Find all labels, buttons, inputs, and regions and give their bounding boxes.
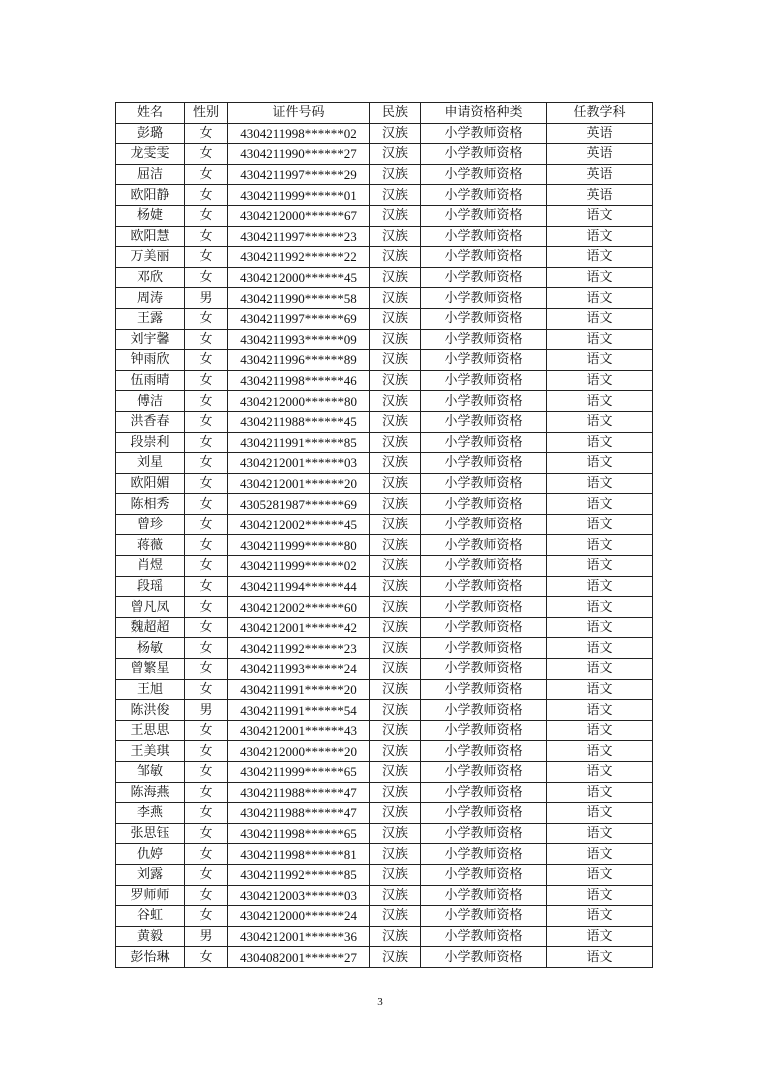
id-number-cell: 4304211998******02 bbox=[228, 123, 370, 144]
table-row bbox=[116, 514, 653, 535]
ethnicity-cell: 汉族 bbox=[370, 535, 421, 556]
subject-cell: 语文 bbox=[547, 514, 653, 535]
ethnicity-cell: 汉族 bbox=[370, 864, 421, 885]
id-number-cell: 4305281987******69 bbox=[228, 494, 370, 515]
qualification-cell: 小学教师资格 bbox=[421, 185, 547, 206]
table-row bbox=[116, 473, 653, 494]
id-number-cell: 4304082001******27 bbox=[228, 947, 370, 968]
name-cell: 陈洪俊 bbox=[116, 700, 185, 721]
qualification-cell: 小学教师资格 bbox=[421, 720, 547, 741]
qualification-cell: 小学教师资格 bbox=[421, 391, 547, 412]
id-number-cell: 4304211991******54 bbox=[228, 700, 370, 721]
name-cell: 刘露 bbox=[116, 864, 185, 885]
qualification-cell: 小学教师资格 bbox=[421, 411, 547, 432]
gender-cell: 女 bbox=[185, 638, 228, 659]
gender-cell: 女 bbox=[185, 494, 228, 515]
qualification-cell: 小学教师资格 bbox=[421, 494, 547, 515]
ethnicity-cell: 汉族 bbox=[370, 247, 421, 268]
gender-cell: 女 bbox=[185, 432, 228, 453]
ethnicity-cell: 汉族 bbox=[370, 700, 421, 721]
subject-cell: 英语 bbox=[547, 123, 653, 144]
id-number-cell: 4304211999******65 bbox=[228, 762, 370, 783]
ethnicity-cell: 汉族 bbox=[370, 514, 421, 535]
table-row bbox=[116, 576, 653, 597]
name-cell: 曾珍 bbox=[116, 514, 185, 535]
subject-cell: 英语 bbox=[547, 185, 653, 206]
ethnicity-cell: 汉族 bbox=[370, 803, 421, 824]
ethnicity-cell: 汉族 bbox=[370, 164, 421, 185]
gender-cell: 女 bbox=[185, 535, 228, 556]
qualification-cell: 小学教师资格 bbox=[421, 864, 547, 885]
table-row bbox=[116, 432, 653, 453]
id-number-cell: 4304212000******24 bbox=[228, 906, 370, 927]
table-row bbox=[116, 762, 653, 783]
qualification-cell: 小学教师资格 bbox=[421, 453, 547, 474]
qualification-cell: 小学教师资格 bbox=[421, 803, 547, 824]
table-row bbox=[116, 741, 653, 762]
gender-cell: 男 bbox=[185, 288, 228, 309]
id-number-cell: 4304211988******47 bbox=[228, 782, 370, 803]
table-row bbox=[116, 411, 653, 432]
qualification-cell: 小学教师资格 bbox=[421, 144, 547, 165]
id-number-cell: 4304211997******29 bbox=[228, 164, 370, 185]
subject-cell: 语文 bbox=[547, 453, 653, 474]
ethnicity-cell: 汉族 bbox=[370, 741, 421, 762]
name-cell: 周涛 bbox=[116, 288, 185, 309]
header-id-number: 证件号码 bbox=[228, 103, 370, 124]
gender-cell: 女 bbox=[185, 864, 228, 885]
gender-cell: 女 bbox=[185, 720, 228, 741]
table-row bbox=[116, 720, 653, 741]
id-number-cell: 4304211999******02 bbox=[228, 556, 370, 577]
subject-cell: 语文 bbox=[547, 700, 653, 721]
qualification-cell: 小学教师资格 bbox=[421, 823, 547, 844]
id-number-cell: 4304211999******01 bbox=[228, 185, 370, 206]
table-row bbox=[116, 288, 653, 309]
name-cell: 罗师师 bbox=[116, 885, 185, 906]
name-cell: 彭璐 bbox=[116, 123, 185, 144]
subject-cell: 语文 bbox=[547, 885, 653, 906]
table-row bbox=[116, 782, 653, 803]
table-row bbox=[116, 823, 653, 844]
gender-cell: 女 bbox=[185, 947, 228, 968]
id-number-cell: 4304212001******43 bbox=[228, 720, 370, 741]
name-cell: 曾繁星 bbox=[116, 659, 185, 680]
table-row bbox=[116, 329, 653, 350]
subject-cell: 语文 bbox=[547, 308, 653, 329]
subject-cell: 语文 bbox=[547, 288, 653, 309]
qualification-cell: 小学教师资格 bbox=[421, 700, 547, 721]
table-row bbox=[116, 535, 653, 556]
name-cell: 王露 bbox=[116, 308, 185, 329]
ethnicity-cell: 汉族 bbox=[370, 226, 421, 247]
ethnicity-cell: 汉族 bbox=[370, 576, 421, 597]
qualification-cell: 小学教师资格 bbox=[421, 473, 547, 494]
id-number-cell: 4304211994******44 bbox=[228, 576, 370, 597]
name-cell: 李燕 bbox=[116, 803, 185, 824]
gender-cell: 女 bbox=[185, 576, 228, 597]
name-cell: 曾凡凤 bbox=[116, 597, 185, 618]
gender-cell: 女 bbox=[185, 556, 228, 577]
name-cell: 钟雨欣 bbox=[116, 350, 185, 371]
qualification-cell: 小学教师资格 bbox=[421, 782, 547, 803]
qualification-cell: 小学教师资格 bbox=[421, 597, 547, 618]
qualification-cell: 小学教师资格 bbox=[421, 514, 547, 535]
qualification-cell: 小学教师资格 bbox=[421, 308, 547, 329]
id-number-cell: 4304211998******81 bbox=[228, 844, 370, 865]
table-row bbox=[116, 308, 653, 329]
gender-cell: 女 bbox=[185, 473, 228, 494]
subject-cell: 语文 bbox=[547, 762, 653, 783]
id-number-cell: 4304211992******85 bbox=[228, 864, 370, 885]
name-cell: 杨敏 bbox=[116, 638, 185, 659]
ethnicity-cell: 汉族 bbox=[370, 947, 421, 968]
name-cell: 魏超超 bbox=[116, 617, 185, 638]
qualification-cell: 小学教师资格 bbox=[421, 370, 547, 391]
name-cell: 刘宇馨 bbox=[116, 329, 185, 350]
table-row bbox=[116, 597, 653, 618]
ethnicity-cell: 汉族 bbox=[370, 782, 421, 803]
ethnicity-cell: 汉族 bbox=[370, 679, 421, 700]
gender-cell: 女 bbox=[185, 844, 228, 865]
subject-cell: 语文 bbox=[547, 411, 653, 432]
table-row bbox=[116, 370, 653, 391]
ethnicity-cell: 汉族 bbox=[370, 823, 421, 844]
gender-cell: 女 bbox=[185, 762, 228, 783]
ethnicity-cell: 汉族 bbox=[370, 844, 421, 865]
ethnicity-cell: 汉族 bbox=[370, 720, 421, 741]
qualification-cell: 小学教师资格 bbox=[421, 659, 547, 680]
gender-cell: 女 bbox=[185, 226, 228, 247]
subject-cell: 语文 bbox=[547, 906, 653, 927]
gender-cell: 女 bbox=[185, 597, 228, 618]
qualification-cell: 小学教师资格 bbox=[421, 123, 547, 144]
name-cell: 仇婷 bbox=[116, 844, 185, 865]
subject-cell: 语文 bbox=[547, 432, 653, 453]
id-number-cell: 4304211996******89 bbox=[228, 350, 370, 371]
ethnicity-cell: 汉族 bbox=[370, 350, 421, 371]
header-qualification-type: 申请资格种类 bbox=[421, 103, 547, 124]
name-cell: 谷虹 bbox=[116, 906, 185, 927]
id-number-cell: 4304212002******60 bbox=[228, 597, 370, 618]
id-number-cell: 4304211993******09 bbox=[228, 329, 370, 350]
id-number-cell: 4304211997******23 bbox=[228, 226, 370, 247]
table-row bbox=[116, 926, 653, 947]
ethnicity-cell: 汉族 bbox=[370, 370, 421, 391]
table-row bbox=[116, 205, 653, 226]
id-number-cell: 4304212000******45 bbox=[228, 267, 370, 288]
ethnicity-cell: 汉族 bbox=[370, 185, 421, 206]
ethnicity-cell: 汉族 bbox=[370, 906, 421, 927]
subject-cell: 语文 bbox=[547, 205, 653, 226]
name-cell: 彭怡琳 bbox=[116, 947, 185, 968]
ethnicity-cell: 汉族 bbox=[370, 432, 421, 453]
subject-cell: 语文 bbox=[547, 494, 653, 515]
gender-cell: 女 bbox=[185, 391, 228, 412]
id-number-cell: 4304211998******46 bbox=[228, 370, 370, 391]
id-number-cell: 4304211993******24 bbox=[228, 659, 370, 680]
qualification-cell: 小学教师资格 bbox=[421, 164, 547, 185]
gender-cell: 女 bbox=[185, 350, 228, 371]
ethnicity-cell: 汉族 bbox=[370, 267, 421, 288]
gender-cell: 女 bbox=[185, 123, 228, 144]
name-cell: 欧阳媚 bbox=[116, 473, 185, 494]
table-row bbox=[116, 864, 653, 885]
qualification-cell: 小学教师资格 bbox=[421, 844, 547, 865]
table-row bbox=[116, 638, 653, 659]
table-row bbox=[116, 906, 653, 927]
gender-cell: 女 bbox=[185, 659, 228, 680]
subject-cell: 语文 bbox=[547, 329, 653, 350]
qualification-cell: 小学教师资格 bbox=[421, 432, 547, 453]
name-cell: 张思钰 bbox=[116, 823, 185, 844]
header-row bbox=[116, 103, 653, 124]
id-number-cell: 4304212000******80 bbox=[228, 391, 370, 412]
table-body bbox=[116, 123, 653, 967]
gender-cell: 女 bbox=[185, 185, 228, 206]
ethnicity-cell: 汉族 bbox=[370, 659, 421, 680]
name-cell: 洪香春 bbox=[116, 411, 185, 432]
gender-cell: 女 bbox=[185, 885, 228, 906]
qualification-cell: 小学教师资格 bbox=[421, 350, 547, 371]
name-cell: 陈相秀 bbox=[116, 494, 185, 515]
subject-cell: 语文 bbox=[547, 267, 653, 288]
subject-cell: 英语 bbox=[547, 164, 653, 185]
header-name: 姓名 bbox=[116, 103, 185, 124]
name-cell: 龙雯雯 bbox=[116, 144, 185, 165]
ethnicity-cell: 汉族 bbox=[370, 473, 421, 494]
table-row bbox=[116, 391, 653, 412]
subject-cell: 语文 bbox=[547, 659, 653, 680]
table-row bbox=[116, 247, 653, 268]
qualification-cell: 小学教师资格 bbox=[421, 762, 547, 783]
id-number-cell: 4304211999******80 bbox=[228, 535, 370, 556]
id-number-cell: 4304211990******58 bbox=[228, 288, 370, 309]
table-row bbox=[116, 144, 653, 165]
subject-cell: 语文 bbox=[547, 370, 653, 391]
table-row bbox=[116, 803, 653, 824]
id-number-cell: 4304211991******85 bbox=[228, 432, 370, 453]
table-row bbox=[116, 700, 653, 721]
qualification-cell: 小学教师资格 bbox=[421, 947, 547, 968]
qualification-cell: 小学教师资格 bbox=[421, 288, 547, 309]
subject-cell: 语文 bbox=[547, 226, 653, 247]
id-number-cell: 4304212000******67 bbox=[228, 205, 370, 226]
name-cell: 杨婕 bbox=[116, 205, 185, 226]
gender-cell: 女 bbox=[185, 823, 228, 844]
ethnicity-cell: 汉族 bbox=[370, 638, 421, 659]
ethnicity-cell: 汉族 bbox=[370, 411, 421, 432]
ethnicity-cell: 汉族 bbox=[370, 926, 421, 947]
subject-cell: 语文 bbox=[547, 576, 653, 597]
ethnicity-cell: 汉族 bbox=[370, 144, 421, 165]
qualification-cell: 小学教师资格 bbox=[421, 885, 547, 906]
name-cell: 肖煜 bbox=[116, 556, 185, 577]
table-row bbox=[116, 267, 653, 288]
name-cell: 王旭 bbox=[116, 679, 185, 700]
id-number-cell: 4304211988******47 bbox=[228, 803, 370, 824]
qualification-cell: 小学教师资格 bbox=[421, 617, 547, 638]
table-row bbox=[116, 885, 653, 906]
qualification-cell: 小学教师资格 bbox=[421, 556, 547, 577]
name-cell: 王美琪 bbox=[116, 741, 185, 762]
header-ethnicity: 民族 bbox=[370, 103, 421, 124]
table-row bbox=[116, 556, 653, 577]
name-cell: 傅洁 bbox=[116, 391, 185, 412]
name-cell: 黄毅 bbox=[116, 926, 185, 947]
page-number: 3 bbox=[377, 996, 383, 1008]
gender-cell: 女 bbox=[185, 803, 228, 824]
qualification-cell: 小学教师资格 bbox=[421, 906, 547, 927]
ethnicity-cell: 汉族 bbox=[370, 391, 421, 412]
gender-cell: 女 bbox=[185, 144, 228, 165]
subject-cell: 语文 bbox=[547, 247, 653, 268]
id-number-cell: 4304212001******20 bbox=[228, 473, 370, 494]
qualification-cell: 小学教师资格 bbox=[421, 226, 547, 247]
gender-cell: 女 bbox=[185, 514, 228, 535]
name-cell: 刘星 bbox=[116, 453, 185, 474]
qualification-cell: 小学教师资格 bbox=[421, 576, 547, 597]
name-cell: 段崇利 bbox=[116, 432, 185, 453]
name-cell: 欧阳慧 bbox=[116, 226, 185, 247]
gender-cell: 女 bbox=[185, 370, 228, 391]
subject-cell: 语文 bbox=[547, 638, 653, 659]
name-cell: 王思思 bbox=[116, 720, 185, 741]
gender-cell: 女 bbox=[185, 329, 228, 350]
table-row bbox=[116, 453, 653, 474]
subject-cell: 语文 bbox=[547, 823, 653, 844]
gender-cell: 女 bbox=[185, 906, 228, 927]
id-number-cell: 4304211997******69 bbox=[228, 308, 370, 329]
table-row bbox=[116, 494, 653, 515]
id-number-cell: 4304212002******45 bbox=[228, 514, 370, 535]
id-number-cell: 4304212001******42 bbox=[228, 617, 370, 638]
qualification-cell: 小学教师资格 bbox=[421, 329, 547, 350]
subject-cell: 语文 bbox=[547, 473, 653, 494]
subject-cell: 语文 bbox=[547, 844, 653, 865]
ethnicity-cell: 汉族 bbox=[370, 308, 421, 329]
qualification-cell: 小学教师资格 bbox=[421, 247, 547, 268]
gender-cell: 女 bbox=[185, 679, 228, 700]
ethnicity-cell: 汉族 bbox=[370, 597, 421, 618]
table-row bbox=[116, 659, 653, 680]
subject-cell: 语文 bbox=[547, 350, 653, 371]
id-number-cell: 4304212003******03 bbox=[228, 885, 370, 906]
qualification-cell: 小学教师资格 bbox=[421, 926, 547, 947]
subject-cell: 语文 bbox=[547, 556, 653, 577]
ethnicity-cell: 汉族 bbox=[370, 556, 421, 577]
id-number-cell: 4304212001******36 bbox=[228, 926, 370, 947]
gender-cell: 女 bbox=[185, 205, 228, 226]
table-row bbox=[116, 226, 653, 247]
gender-cell: 女 bbox=[185, 308, 228, 329]
table-row bbox=[116, 164, 653, 185]
gender-cell: 女 bbox=[185, 741, 228, 762]
gender-cell: 女 bbox=[185, 617, 228, 638]
name-cell: 万美丽 bbox=[116, 247, 185, 268]
name-cell: 蒋薇 bbox=[116, 535, 185, 556]
qualification-cell: 小学教师资格 bbox=[421, 638, 547, 659]
name-cell: 屈洁 bbox=[116, 164, 185, 185]
subject-cell: 语文 bbox=[547, 947, 653, 968]
qualification-cell: 小学教师资格 bbox=[421, 205, 547, 226]
ethnicity-cell: 汉族 bbox=[370, 288, 421, 309]
table-row bbox=[116, 185, 653, 206]
gender-cell: 男 bbox=[185, 926, 228, 947]
id-number-cell: 4304212001******03 bbox=[228, 453, 370, 474]
table-row bbox=[116, 617, 653, 638]
id-number-cell: 4304211992******23 bbox=[228, 638, 370, 659]
table-row bbox=[116, 844, 653, 865]
gender-cell: 女 bbox=[185, 267, 228, 288]
id-number-cell: 4304211988******45 bbox=[228, 411, 370, 432]
ethnicity-cell: 汉族 bbox=[370, 123, 421, 144]
subject-cell: 语文 bbox=[547, 535, 653, 556]
name-cell: 陈海燕 bbox=[116, 782, 185, 803]
qualification-cell: 小学教师资格 bbox=[421, 741, 547, 762]
id-number-cell: 4304211990******27 bbox=[228, 144, 370, 165]
subject-cell: 英语 bbox=[547, 144, 653, 165]
header-subject: 任教学科 bbox=[547, 103, 653, 124]
ethnicity-cell: 汉族 bbox=[370, 329, 421, 350]
subject-cell: 语文 bbox=[547, 803, 653, 824]
table-header bbox=[116, 103, 653, 124]
id-number-cell: 4304211992******22 bbox=[228, 247, 370, 268]
qualification-cell: 小学教师资格 bbox=[421, 535, 547, 556]
gender-cell: 女 bbox=[185, 411, 228, 432]
subject-cell: 语文 bbox=[547, 926, 653, 947]
subject-cell: 语文 bbox=[547, 679, 653, 700]
qualification-cell: 小学教师资格 bbox=[421, 679, 547, 700]
ethnicity-cell: 汉族 bbox=[370, 617, 421, 638]
name-cell: 邓欣 bbox=[116, 267, 185, 288]
applicant-table bbox=[115, 102, 653, 968]
subject-cell: 语文 bbox=[547, 391, 653, 412]
table-row bbox=[116, 123, 653, 144]
gender-cell: 女 bbox=[185, 453, 228, 474]
name-cell: 邹敏 bbox=[116, 762, 185, 783]
subject-cell: 语文 bbox=[547, 720, 653, 741]
subject-cell: 语文 bbox=[547, 864, 653, 885]
name-cell: 段瑶 bbox=[116, 576, 185, 597]
table-row bbox=[116, 947, 653, 968]
id-number-cell: 4304211998******65 bbox=[228, 823, 370, 844]
id-number-cell: 4304212000******20 bbox=[228, 741, 370, 762]
subject-cell: 语文 bbox=[547, 597, 653, 618]
id-number-cell: 4304211991******20 bbox=[228, 679, 370, 700]
subject-cell: 语文 bbox=[547, 741, 653, 762]
gender-cell: 女 bbox=[185, 782, 228, 803]
subject-cell: 语文 bbox=[547, 617, 653, 638]
ethnicity-cell: 汉族 bbox=[370, 453, 421, 474]
table-row bbox=[116, 679, 653, 700]
name-cell: 欧阳静 bbox=[116, 185, 185, 206]
table-row bbox=[116, 350, 653, 371]
gender-cell: 男 bbox=[185, 700, 228, 721]
ethnicity-cell: 汉族 bbox=[370, 885, 421, 906]
gender-cell: 女 bbox=[185, 164, 228, 185]
name-cell: 伍雨晴 bbox=[116, 370, 185, 391]
ethnicity-cell: 汉族 bbox=[370, 205, 421, 226]
header-gender: 性别 bbox=[185, 103, 228, 124]
subject-cell: 语文 bbox=[547, 782, 653, 803]
gender-cell: 女 bbox=[185, 247, 228, 268]
ethnicity-cell: 汉族 bbox=[370, 762, 421, 783]
ethnicity-cell: 汉族 bbox=[370, 494, 421, 515]
qualification-cell: 小学教师资格 bbox=[421, 267, 547, 288]
